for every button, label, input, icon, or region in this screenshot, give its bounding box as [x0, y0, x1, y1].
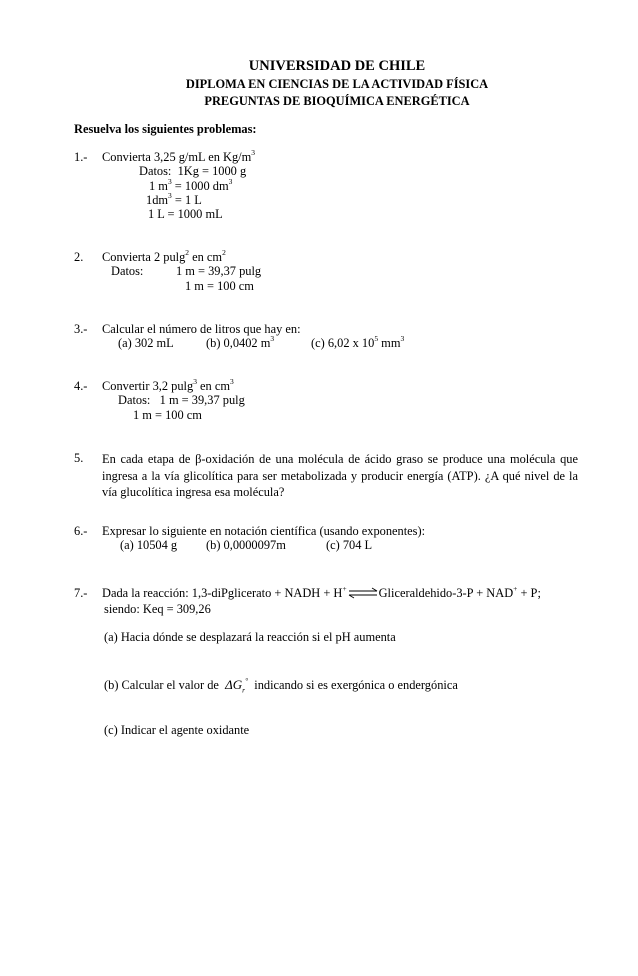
problem-2-number: 2. [74, 250, 84, 264]
problem-6-number: 6.- [74, 524, 88, 538]
problem-3-text: Calcular el número de litros que hay en: [102, 322, 301, 336]
problem-1-text: Convierta 3,25 g/mL en $Kg/m^3$ [102, 147, 255, 164]
problem-4-text: Convertir 3,2 pulg$^3$ en $cm^3$ [102, 376, 234, 393]
problem-3-number: 3.- [74, 322, 88, 336]
problem-1-number: 1.- [74, 150, 88, 164]
problem-7-number: 7.- [74, 586, 88, 600]
delta-g-symbol: $\Delta G_r^\circ$ [225, 675, 249, 695]
equilibrium-arrow-icon [348, 587, 378, 599]
problem-1-data: Datos: 1Kg = 1000 g [139, 164, 247, 178]
problem-1-data-line: 1 L = 1000 mL [148, 207, 223, 221]
problem-6-text: Expresar lo siguiente en notación científica (usando exponentes): [102, 524, 426, 538]
subject-title: PREGUNTAS DE BIOQUÍMICA ENERGÉTICA [204, 94, 470, 108]
problem-5-text: En cada etapa de β-oxidación de una molécula de ácido graso se produce una molécula que ingresa a la vía glicolítica para ser metabolizada y producir energía (ATP). ¿A qué nivel de la vía glucolítica ingresa esa molécula? [102, 452, 578, 499]
problem-2-data-line: 1 m = 39,37 pulg [176, 264, 262, 278]
problem-7-part-a: (a) Hacia dónde se desplazará la reacción si el pH aumenta [104, 630, 396, 644]
problem-3-option-b: (b) 0,0402 $m^3$ [206, 333, 275, 350]
university-title: UNIVERSIDAD DE CHILE [248, 58, 426, 74]
diploma-title: DIPLOMA EN CIENCIAS DE LA ACTIVIDAD FÍSICA [185, 77, 489, 91]
problem-7-reaction: Dada la reacción: 1,3-diPglicerato + NADH + H+ Gliceraldehido-3-P + NAD+ + P; [102, 583, 541, 600]
problem-6-option-c: (c) 704 L [326, 538, 373, 552]
problem-2-data-label: Datos: [111, 264, 144, 278]
problem-1-data-line: $1dm^3 = 1$ L [146, 190, 202, 207]
problem-2-text: Convierta 2 pulg$^2$ en $cm^2$ [102, 247, 226, 264]
problem-4-data-line: 1 m = 100 cm [133, 408, 202, 422]
problem-4-number: 4.- [74, 379, 88, 393]
problem-5-number: 5. [74, 451, 84, 465]
problem-6-option-b: (b) 0,0000097m [206, 538, 286, 552]
problem-1-data-line: 1 $m^3 = 1000$ $dm^3$ [149, 176, 233, 193]
problem-3-option-c: (c) 6,02 x $10^5$ $mm^3$ [311, 333, 405, 350]
problem-2-data-line: 1 m = 100 cm [185, 279, 254, 293]
problem-3-option-a: (a) 302 mL [118, 336, 174, 350]
problem-7-keq: siendo: Keq = 309,26 [104, 602, 211, 616]
problem-7-part-b: (b) Calcular el valor de $\Delta G_r^\circ$ indicando si es exergónica o endergónica [104, 675, 458, 695]
instructions: Resuelva los siguientes problemas: [74, 122, 257, 136]
problem-4-data: Datos: 1 m = 39,37 pulg [118, 393, 245, 407]
problem-6-option-a: (a) 10504 g [120, 538, 178, 552]
problem-7-part-c: (c) Indicar el agente oxidante [104, 723, 250, 737]
